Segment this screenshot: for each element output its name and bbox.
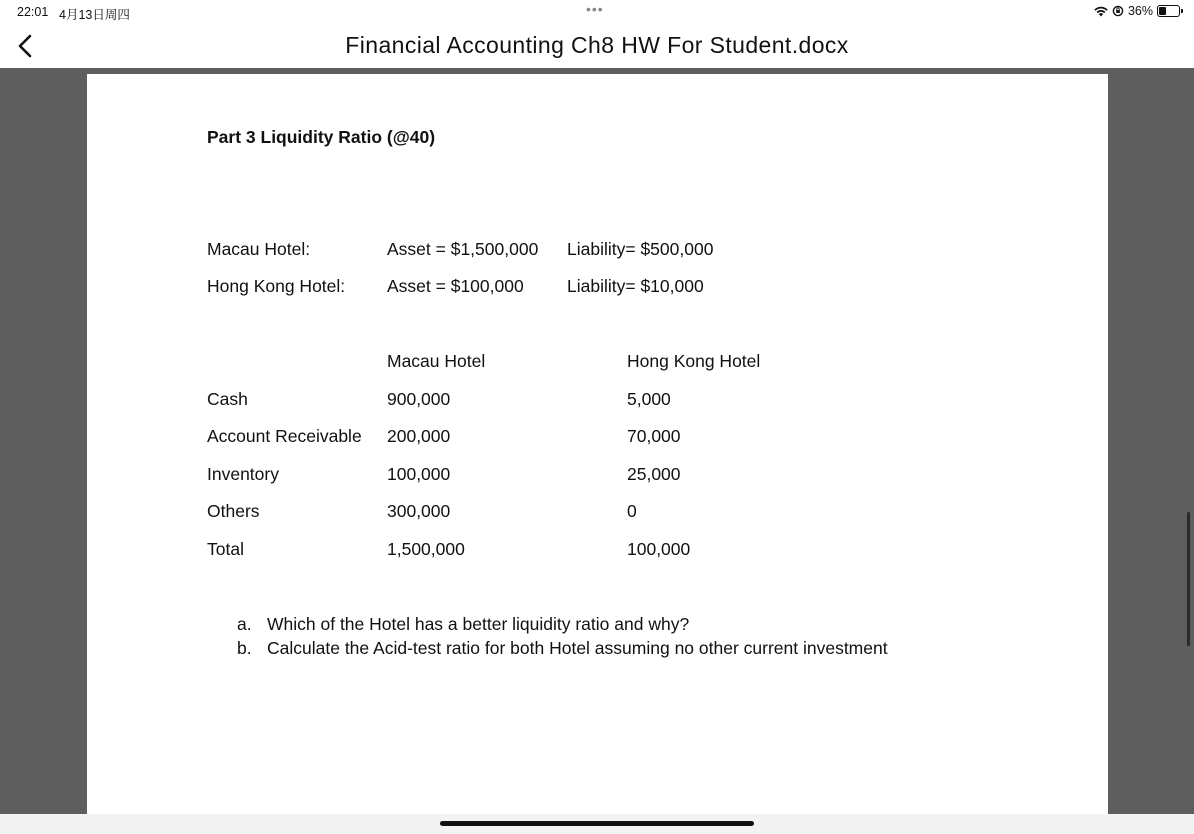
question-text: Which of the Hotel has a better liquidity ratio and why?	[267, 614, 690, 634]
battery-icon	[1157, 5, 1180, 17]
status-indicators	[1094, 4, 1180, 18]
document-viewer[interactable]	[0, 68, 1194, 814]
table-row-label: Account Receivable	[207, 426, 362, 446]
status-time: 22:01	[17, 5, 49, 19]
table-row-label: Others	[207, 501, 260, 521]
part-heading: Part 3 Liquidity Ratio (@40)	[207, 127, 436, 147]
table-cell-macau: 300,000	[387, 501, 451, 521]
table-header-hong-kong: Hong Kong Hotel	[627, 351, 761, 371]
table-cell-hong-kong: 5,000	[627, 389, 671, 409]
scrollbar[interactable]	[1187, 512, 1190, 646]
question-text: Calculate the Acid-test ratio for both Hotel assuming no other current investment	[267, 638, 888, 658]
orientation-lock-icon	[1112, 5, 1124, 17]
document-page	[87, 74, 1108, 814]
summary-asset: Asset = $100,000	[387, 276, 524, 296]
battery-level	[1159, 7, 1166, 15]
summary-hotel-name: Hong Kong Hotel:	[207, 276, 346, 296]
summary-asset: Asset = $1,500,000	[387, 239, 539, 259]
table-cell-macau: 200,000	[387, 426, 451, 446]
status-bar	[0, 0, 1194, 24]
table-row-label: Inventory	[207, 464, 279, 484]
summary-hotel-name: Macau Hotel:	[207, 239, 311, 259]
document-title: Financial Accounting Ch8 HW For Student.docx	[345, 32, 849, 58]
table-header-macau: Macau Hotel	[387, 351, 486, 371]
table-cell-macau: 1,500,000	[387, 539, 465, 559]
question-marker: a.	[237, 614, 252, 634]
question-marker: b.	[237, 638, 252, 658]
summary-liability: Liability= $500,000	[567, 239, 714, 259]
nav-bar	[0, 24, 1194, 68]
home-indicator[interactable]	[440, 821, 754, 826]
multitasking-dots-icon[interactable]: •••	[586, 1, 604, 17]
table-cell-hong-kong: 100,000	[627, 539, 691, 559]
status-date: 4月13日周四	[59, 8, 130, 22]
table-row-label: Total	[207, 539, 244, 559]
bottom-bar	[0, 814, 1194, 834]
table-cell-hong-kong: 0	[627, 501, 637, 521]
wifi-icon	[1094, 6, 1108, 17]
summary-liability: Liability= $10,000	[567, 276, 704, 296]
table-cell-macau: 900,000	[387, 389, 451, 409]
table-cell-hong-kong: 25,000	[627, 464, 681, 484]
table-cell-hong-kong: 70,000	[627, 426, 681, 446]
table-row-label: Cash	[207, 389, 248, 409]
battery-percent: 36%	[1127, 4, 1153, 18]
table-cell-macau: 100,000	[387, 464, 451, 484]
